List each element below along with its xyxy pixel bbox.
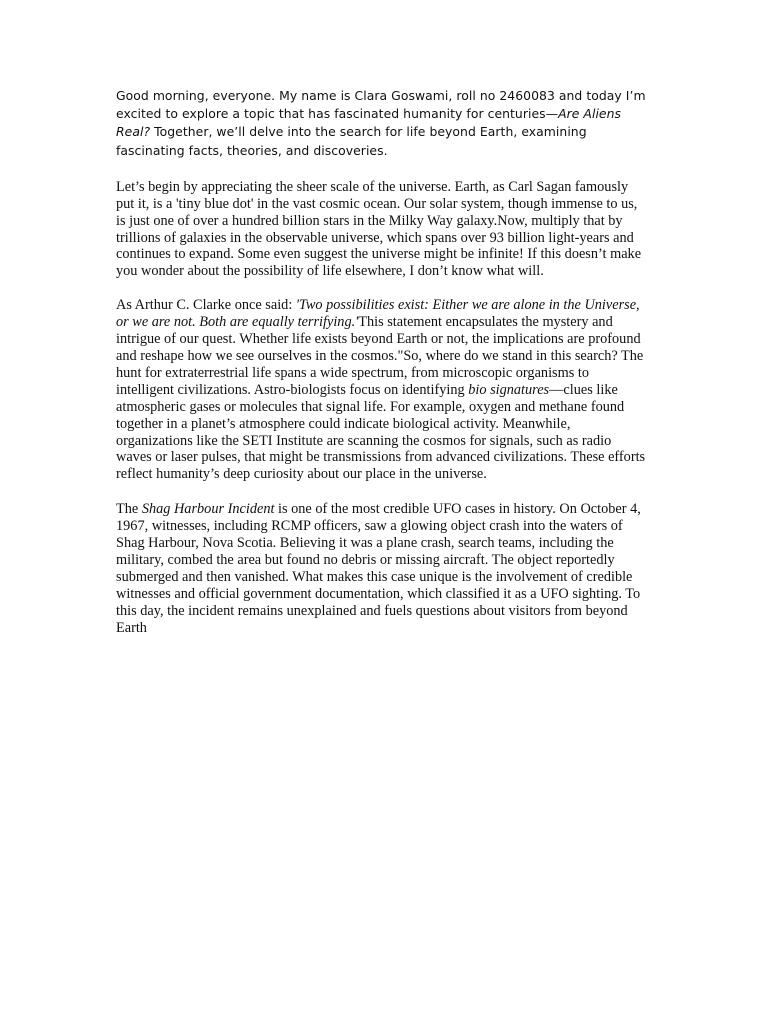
document-body	[116, 87, 646, 653]
clarke-quote: 'Two possibilities exist: Either we are alone in the Universe, or we are not. Both are equally terrifying.'	[116, 297, 640, 331]
shag-text-end: is one of the most credible UFO cases in history. On October 4, 1967, witnesses, including RCMP officers, saw a glowing object crash into the waters of Shag Harbour, Nova Scotia. Believing it was a plane crash, search teams, including the military, combed the area but found no debris or missing aircraft. The object reportedly submerged and then vanished. What makes this case unique is the involvement of credible witnesses and official government documentation, which classified it as a UFO sighting. To this day, the incident remains unexplained and fuels questions about visitors from beyond Earth	[116, 501, 641, 636]
intro-text-start: Good morning, everyone. My name is Clara Goswami, roll no 2460083 and today I’m excited to explore a topic that has fascinated humanity for centuries—	[116, 88, 646, 122]
shag-text-start: The	[116, 501, 142, 518]
bio-signatures-term: bio signatures	[468, 381, 550, 398]
clarke-text-start: As Arthur C. Clarke once said:	[116, 297, 296, 314]
paragraph-shag-harbour	[116, 501, 646, 636]
paragraph-clarke	[116, 297, 646, 483]
paragraph-intro	[116, 87, 646, 160]
clarke-text-end: —clues like atmospheric gases or molecules that signal life. For example, oxygen and methane found together in a planet’s atmosphere could indicate biological activity. Meanwhile, organizations like the SETI Institute are scanning the cosmos for signals, such as radio waves or laser pulses, that might be transmissions from advanced civilizations. These efforts reflect humanity’s deep curiosity about our place in the universe.	[116, 381, 646, 483]
clarke-text-middle: This statement encapsulates the mystery and intrigue of our quest. Whether life exists beyond Earth or not, the implications are profound and reshape how we see ourselves in the cosmos."So, where do we stand in this search? The hunt for extraterrestrial life spans a wide spectrum, from microscopic organisms to intelligent civilizations. Astro-biologists focus on identifying	[116, 314, 644, 398]
intro-text-end: Together, we’ll delve into the search for life beyond Earth, examining fascinating facts, theories, and discoveries.	[116, 124, 587, 158]
intro-emphasis: Are Aliens Real?	[116, 106, 622, 140]
shag-harbour-incident-term: Shag Harbour Incident	[141, 501, 275, 518]
paragraph-scale: Let’s begin by appreciating the sheer scale of the universe. Earth, as Carl Sagan famously put it, is a 'tiny blue dot' in the vast cosmic ocean. Our solar system, though immense to us, is just one of over a hundred billion stars in the Milky Way galaxy.Now, multiply that by trillions of galaxies in the observable universe, which spans over 93 billion light-years and continues to expand. Some even suggest the universe might be infinite! If this doesn’t make you wonder about the possibility of life elsewhere, I don’t know what will.	[116, 178, 642, 280]
